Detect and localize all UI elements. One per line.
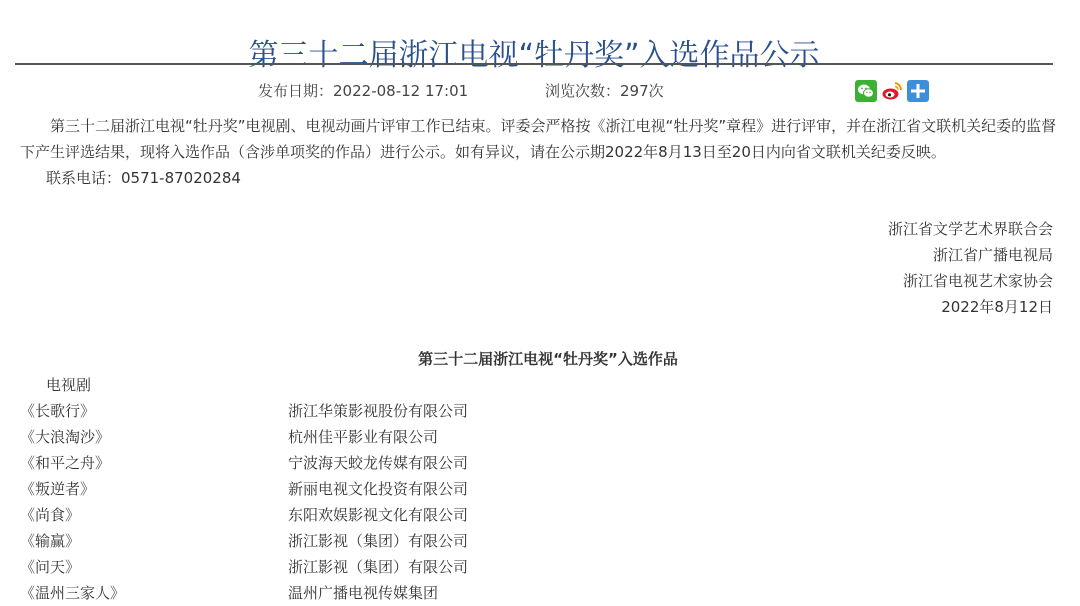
view-count-label: 浏览次数： <box>545 82 621 100</box>
publish-date-value: 2022-08-12 17:01 <box>333 82 469 100</box>
wechat-icon <box>855 80 877 102</box>
more-share-button[interactable] <box>907 80 929 102</box>
signature-date: 2022年8月12日 <box>941 298 1053 316</box>
work-title: 《输赢》 <box>20 532 81 550</box>
work-title: 《尚食》 <box>20 506 81 524</box>
signature-block <box>888 216 1053 320</box>
signature-org-2: 浙江省广播电视局 <box>932 246 1053 264</box>
page-title: 第三十二届浙江电视“牡丹奖”入选作品公示 <box>248 38 820 74</box>
list-item <box>20 580 620 606</box>
works-list <box>20 398 620 606</box>
signature-org-3: 浙江省电视艺术家协会 <box>902 272 1053 290</box>
work-title: 《和平之舟》 <box>20 454 111 472</box>
publish-date-label: 发布日期： <box>258 82 334 100</box>
works-heading: 第三十二届浙江电视“牡丹奖”入选作品 <box>418 350 678 368</box>
publish-date <box>258 78 468 104</box>
list-item <box>20 528 620 554</box>
signature-org-1: 浙江省文学艺术界联合会 <box>887 220 1053 238</box>
list-item <box>20 450 620 476</box>
list-item <box>20 476 620 502</box>
work-title: 《大浪淘沙》 <box>20 428 111 446</box>
list-item <box>20 424 620 450</box>
list-item <box>20 502 620 528</box>
contact-phone: 联系电话：0571-87020284 <box>46 169 241 187</box>
work-title: 《温州三家人》 <box>20 584 126 602</box>
view-count <box>545 78 664 104</box>
work-company: 温州广播电视传媒集团 <box>288 584 439 602</box>
share-buttons <box>855 80 929 102</box>
plus-icon <box>907 80 929 102</box>
category-label: 电视剧 <box>46 376 92 394</box>
wechat-share-button[interactable] <box>855 80 877 102</box>
weibo-icon <box>881 80 903 102</box>
work-company: 浙江华策影视股份有限公司 <box>288 402 469 420</box>
work-title: 《问天》 <box>20 558 81 576</box>
work-company: 宁波海天蛟龙传媒有限公司 <box>288 454 469 472</box>
list-item <box>20 398 620 424</box>
work-company: 浙江影视（集团）有限公司 <box>288 558 469 576</box>
title-divider <box>15 63 1053 65</box>
work-company: 浙江影视（集团）有限公司 <box>288 532 469 550</box>
work-title: 《长歌行》 <box>20 402 96 420</box>
announcement-paragraph: 第三十二届浙江电视“牡丹奖”电视剧、电视动画片评审工作已结束。评委会严格按《浙江电视“牡丹奖”章程》进行评审，并在浙江省文联机关纪委的监督下产生评选结果，现将入选作品（含涉单项奖的作品）进行公示。如有异议，请在公示期2022年8月13日至20日内向省文联机关纪委反映。 <box>20 117 1057 161</box>
work-company: 新丽电视文化投资有限公司 <box>288 480 469 498</box>
view-count-value: 297次 <box>620 82 664 100</box>
meta-row <box>0 78 1080 104</box>
weibo-share-button[interactable] <box>881 80 903 102</box>
list-item <box>20 554 620 580</box>
work-title: 《叛逆者》 <box>20 480 96 498</box>
work-company: 杭州佳平影业有限公司 <box>288 428 439 446</box>
work-company: 东阳欢娱影视文化有限公司 <box>288 506 469 524</box>
